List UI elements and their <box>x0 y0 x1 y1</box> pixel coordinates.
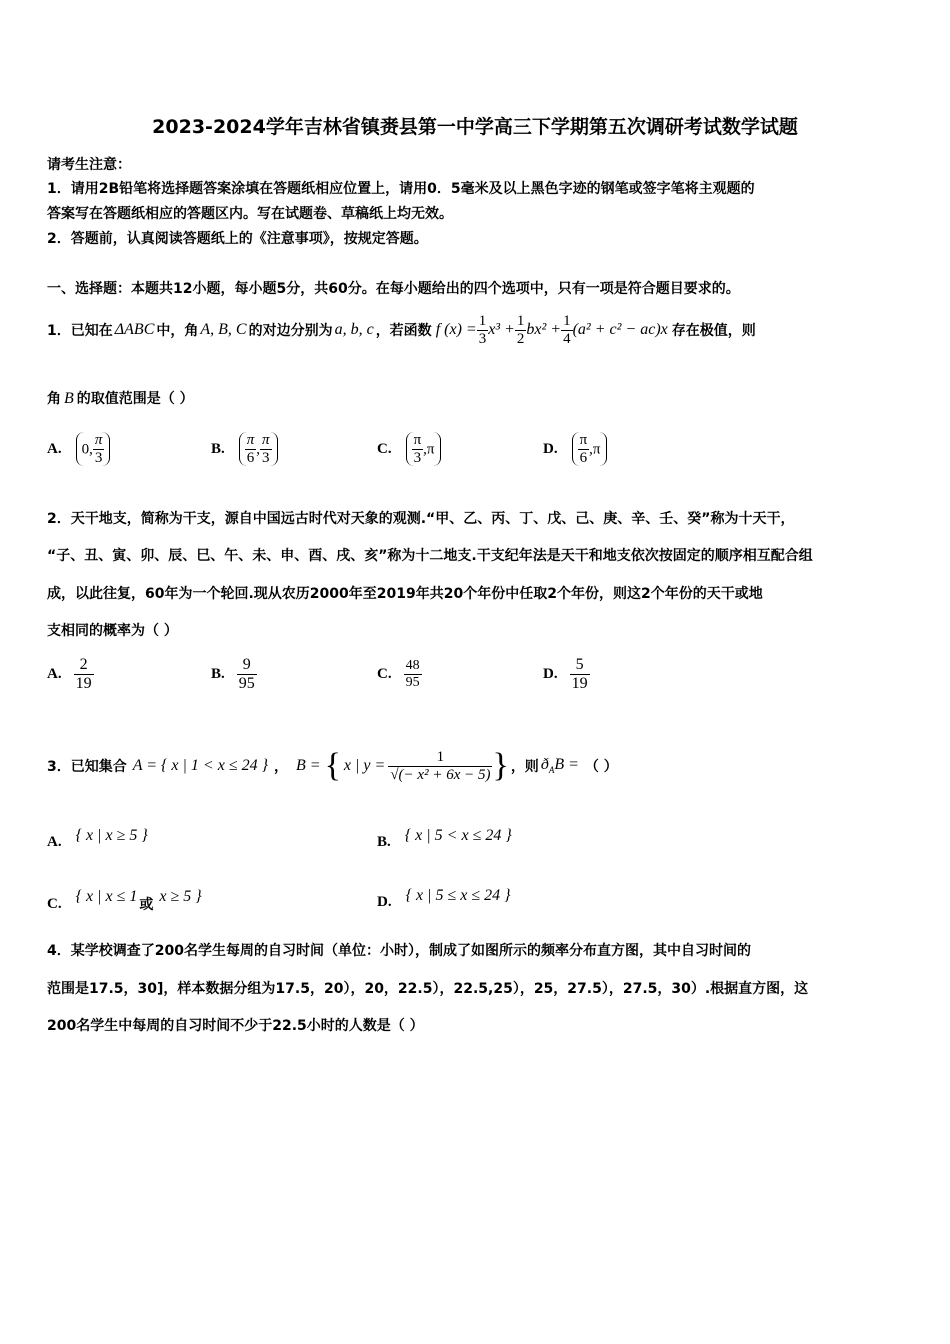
q1-function <box>436 313 668 347</box>
q2-option-b[interactable]: B. $\frac{9}{95}$ <box>211 655 255 692</box>
q1-fx: f (x) = <box>435 321 477 338</box>
q1-option-a[interactable]: A. 0, $\frac{\pi}{3}$ <box>47 425 110 473</box>
q2-option-d[interactable]: D. $\frac{5}{19}$ <box>543 655 588 692</box>
q1-bx2: bx² + <box>526 321 562 338</box>
notice-line-1b: 答案写在答题纸相应的答题区内。写在试题卷、草稿纸上均无效。 <box>47 206 453 222</box>
q1-option-d[interactable]: D. $\frac{\pi}{6}$ ,π <box>543 425 607 473</box>
notice-line-1a: 1．请用2B铅笔将选择题答案涂填在答题纸相应位置上，请用0．5毫米及以上黑色字迹的钢笔或签字笔将主观题的 <box>47 181 755 197</box>
q1-option-b-expr: $\frac{\pi}{6}$ , $\frac{\pi}{3}$ <box>239 432 278 466</box>
q1-x3: x³ + <box>488 321 515 338</box>
q1-text-4: ，若函数 <box>375 323 432 339</box>
q3-option-d[interactable]: D. { x | 5 ≤ x ≤ 24 } <box>377 886 511 910</box>
q1-tail: (a² + c² − ac)x <box>572 321 668 338</box>
q1-option-a-expr: 0, $\frac{\pi}{3}$ <box>76 432 111 466</box>
q1-triangle: ΔABC <box>114 321 155 338</box>
q3-set-a: A = { x | 1 < x ≤ 24 } <box>132 757 269 774</box>
q1-frac-2: $\frac{1}{2}$ <box>516 313 525 347</box>
q1-option-b[interactable]: B. $\frac{\pi}{6}$ , $\frac{\pi}{3}$ <box>211 425 278 473</box>
q1-text-2: 中，角 <box>156 323 199 339</box>
q3-complement: $ð_AB$ = <box>540 756 579 776</box>
notice-line-2: 2．答题前，认真阅读答题纸上的《注意事项》，按规定答题。 <box>47 231 428 247</box>
question-2-line-4: 支相同的概率为（ ） <box>47 623 178 639</box>
q3-option-b[interactable]: B. { x | 5 < x ≤ 24 } <box>377 826 512 850</box>
question-1-stem <box>47 305 756 355</box>
q2-option-c[interactable]: C. $\frac{48}{95}$ <box>377 658 420 690</box>
question-1-line-2: 角 B 的取值范围是（ ） <box>47 390 194 407</box>
notice-heading: 请考生注意： <box>47 157 131 173</box>
page-title: 2023-2024学年吉林省镇赉县第一中学高三下学期第五次调研考试数学试题 <box>152 116 798 138</box>
q1-option-d-expr: $\frac{\pi}{6}$ ,π <box>572 432 607 466</box>
q1-sides: a, b, c <box>334 321 374 338</box>
q1-frac-3: $\frac{1}{4}$ <box>563 313 571 347</box>
question-4-line-3: 200名学生中每周的自习时间不少于22.5小时的人数是（ ） <box>47 1018 424 1034</box>
question-2-line-3: 成，以此往复，60年为一个轮回.现从农历2000年至2019年共20个年份中任取2个年份，则这2个年份的天干或地 <box>47 586 763 602</box>
question-2-line-2: “子、丑、寅、卯、辰、巳、午、未、申、酉、戌、亥”称为十二地支.干支纪年法是天干和地支依次按固定的顺序相互配合组 <box>47 548 813 564</box>
q2-option-a[interactable]: A. $\frac{2}{19}$ <box>47 655 92 692</box>
section-heading: 一、选择题：本题共12小题，每小题5分，共60分。在每小题给出的四个选项中，只有一项是符合题目要求的。 <box>47 281 740 297</box>
q1-option-c-expr: $\frac{\pi}{3}$ ,π <box>406 432 441 466</box>
q1-text-3: 的对边分别为 <box>248 323 333 339</box>
q3-option-a[interactable]: A. { x | x ≥ 5 } <box>47 826 148 850</box>
q3-set-b: B = { x | y = $\frac{1}{\text{√(− x² + 6x − 5)}}$ } <box>296 747 509 784</box>
question-4-line-1: 4．某学校调查了200名学生每周的自习时间（单位：小时），制成了如图所示的频率分布直方图，其中自习时间的 <box>47 943 751 959</box>
q1-angle-b: B <box>64 390 74 407</box>
question-4-line-2: 范围是17.5，30]，样本数据分组为17.5，20），20，22.5），22.5,25），25，27.5），27.5，30）.根据直方图，这 <box>47 981 809 997</box>
q1-angles: A, B, C <box>200 321 247 338</box>
q1-frac-1: $\frac{1}{3}$ <box>478 313 487 347</box>
question-2-line-1: 2．天干地支，简称为干支，源自中国远古时代对天象的观测.“甲、乙、丙、丁、戊、己、庚、辛、壬、癸”称为十天干， <box>47 511 795 527</box>
question-3-stem: 3．已知集合 A = { x | 1 < x ≤ 24 } ， B = { x | y = $\frac{1}{\text{√(− x² + 6x − 5)}}$ } ，则 $ð_AB$ = （ ） <box>47 747 618 784</box>
q1-text-1: 1．已知在 <box>47 323 113 339</box>
q1-text-5: 存在极值，则 <box>671 323 756 339</box>
q3-option-c[interactable]: C. { x | x ≤ 1 或 x ≥ 5 } <box>47 888 202 913</box>
q1-option-c[interactable]: C. $\frac{\pi}{3}$ ,π <box>377 425 441 473</box>
